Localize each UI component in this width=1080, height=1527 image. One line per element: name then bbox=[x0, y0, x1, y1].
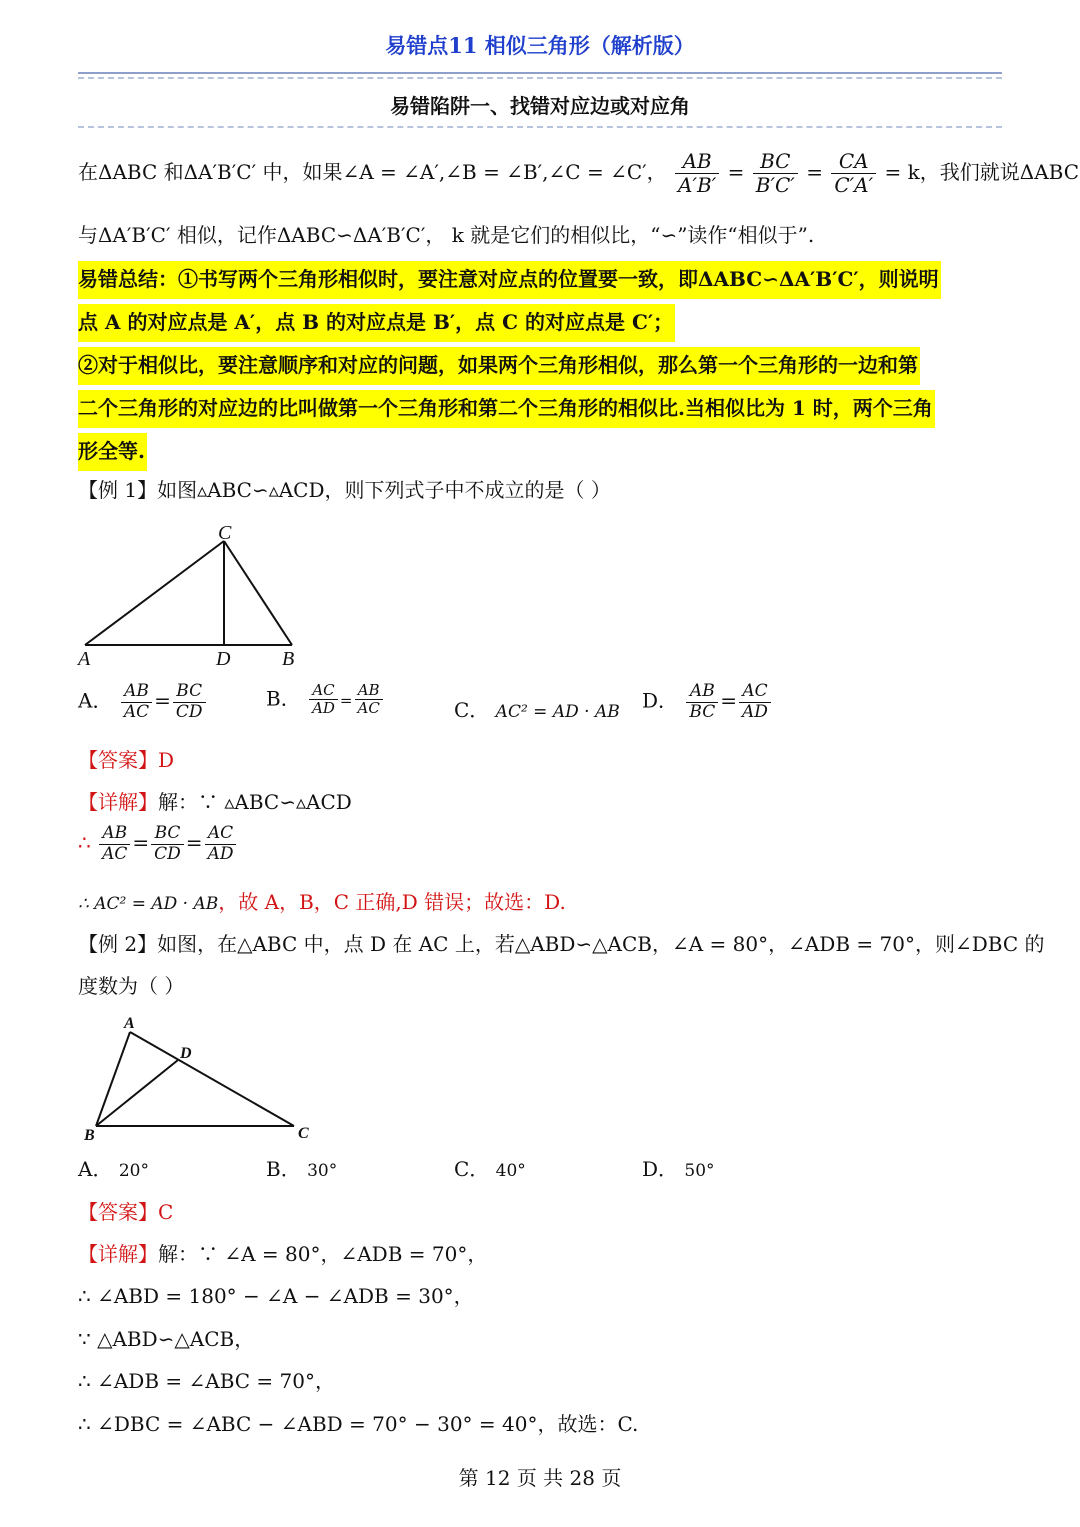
example-1-figure bbox=[70, 515, 310, 675]
example-2-option-b: B． 30° bbox=[266, 1157, 338, 1181]
label-c: C bbox=[218, 522, 232, 544]
label-d: D bbox=[180, 1045, 192, 1062]
summary-line-3: ②对于相似比，要注意顺序和对应的问题，如果两个三角形相似，那么第一个三角形的一边和第 bbox=[78, 347, 920, 385]
example-1-option-b: B． $\frac{AC}{AD}$ = $\frac{AB}{AC}$ bbox=[266, 682, 385, 718]
summary-line-4: 二个三角形的对应边的比叫做第一个三角形和第二个三角形的相似比.当相似比为 1 时，两个三角 bbox=[78, 390, 935, 428]
example-1-option-c: C． AC² = AD · AB bbox=[454, 698, 620, 722]
fraction-ca: $\frac{CA}{C'A'}$ bbox=[831, 150, 876, 197]
example-1-question: 【例 1】如图▵ABC∽▵ACD，则下列式子中不成立的是（ ） bbox=[78, 478, 611, 502]
page-number: 第 12 页 共 28 页 bbox=[458, 1466, 622, 1490]
section-heading: 易错陷阱一、找错对应边或对应角 bbox=[390, 94, 690, 118]
example-2-step-4: ∴ ∠DBC = ∠ABC − ∠ABD = 70° − 30° = 40°，故选：C. bbox=[78, 1412, 639, 1436]
example-1-step-3: ∴ AC² = AD · AB，故 A，B，C 正确,D 错误；故选：D. bbox=[78, 890, 566, 914]
page-title: 易错点11 相似三角形（解析版） bbox=[385, 33, 695, 58]
example-2-answer: 【答案】C bbox=[78, 1200, 174, 1224]
example-2-step-1: ∴ ∠ABD = 180° − ∠A − ∠ADB = 30°， bbox=[78, 1284, 474, 1308]
example-2-question-line-2: 度数为（ ） bbox=[78, 974, 185, 998]
example-2-option-a: A． 20° bbox=[78, 1157, 149, 1181]
label-a: A bbox=[78, 648, 91, 670]
label-c: C bbox=[298, 1125, 309, 1142]
example-2-explanation: 【详解】解：∵ ∠A = 80°，∠ADB = 70°， bbox=[78, 1242, 488, 1266]
definition-prefix: 在ΔABC 和ΔA′B′C′ 中，如果∠A = ∠A′,∠B = ∠B′,∠C = ∠C′， bbox=[78, 160, 667, 184]
example-2-figure bbox=[70, 1010, 330, 1150]
definition-line-1: 在ΔABC 和ΔA′B′C′ 中，如果∠A = ∠A′,∠B = ∠B′,∠C = ∠C′， $\frac{AB}{A'B'}$ = $\frac{BC}{B'C'}$ = $\frac{CA}{C'A'}$ = k，我们就说ΔABC bbox=[78, 149, 1080, 197]
section-divider bbox=[78, 126, 1002, 128]
segment-ac bbox=[85, 541, 224, 645]
example-1-explanation: 【详解】解：∵ ▵ABC∽▵ACD bbox=[78, 790, 352, 814]
example-1-step-2: ∴ $\frac{AB}{AC}$ = $\frac{BC}{CD}$ = $\frac{AC}{AD}$ bbox=[78, 824, 238, 864]
example-2-step-2: ∵ △ABD∽△ACB， bbox=[78, 1327, 255, 1351]
fraction-bc: $\frac{BC}{B'C'}$ bbox=[753, 150, 798, 197]
example-2-option-c: C． 40° bbox=[454, 1157, 526, 1181]
example-1-option-d: D． $\frac{AB}{BC}$ = $\frac{AC}{AD}$ bbox=[642, 682, 773, 722]
summary-line-1: 易错总结：①书写两个三角形相似时，要注意对应点的位置要一致，即ΔABC∽ΔA′B′C′，则说明 bbox=[78, 261, 941, 299]
header-divider bbox=[78, 72, 1002, 79]
example-2-option-d: D． 50° bbox=[642, 1157, 715, 1181]
label-a: A bbox=[124, 1015, 135, 1032]
example-2-step-3: ∴ ∠ADB = ∠ABC = 70°， bbox=[78, 1369, 335, 1393]
label-d: D bbox=[216, 648, 231, 670]
example-1-option-a: A． $\frac{AB}{AC}$ = $\frac{BC}{CD}$ bbox=[78, 682, 208, 722]
label-b: B bbox=[282, 648, 295, 670]
fraction-ab: $\frac{AB}{A'B'}$ bbox=[675, 150, 719, 197]
segment-cb bbox=[224, 541, 292, 645]
example-1-answer: 【答案】D bbox=[78, 748, 175, 772]
summary-line-2: 点 A 的对应点是 A′，点 B 的对应点是 B′，点 C 的对应点是 C′； bbox=[78, 304, 675, 342]
label-b: B bbox=[84, 1127, 95, 1144]
example-2-question-line-1: 【例 2】如图，在△ABC 中，点 D 在 AC 上，若△ABD∽△ACB，∠A = 80°，∠ADB = 70°，则∠DBC 的 bbox=[78, 932, 1045, 956]
summary-line-5: 形全等. bbox=[78, 433, 147, 471]
definition-line-2: 与ΔA′B′C′ 相似，记作ΔABC∽ΔA′B′C′， k 就是它们的相似比，“∽”读作“相似于”. bbox=[78, 223, 815, 247]
definition-suffix: = k，我们就说ΔABC bbox=[884, 160, 1080, 184]
